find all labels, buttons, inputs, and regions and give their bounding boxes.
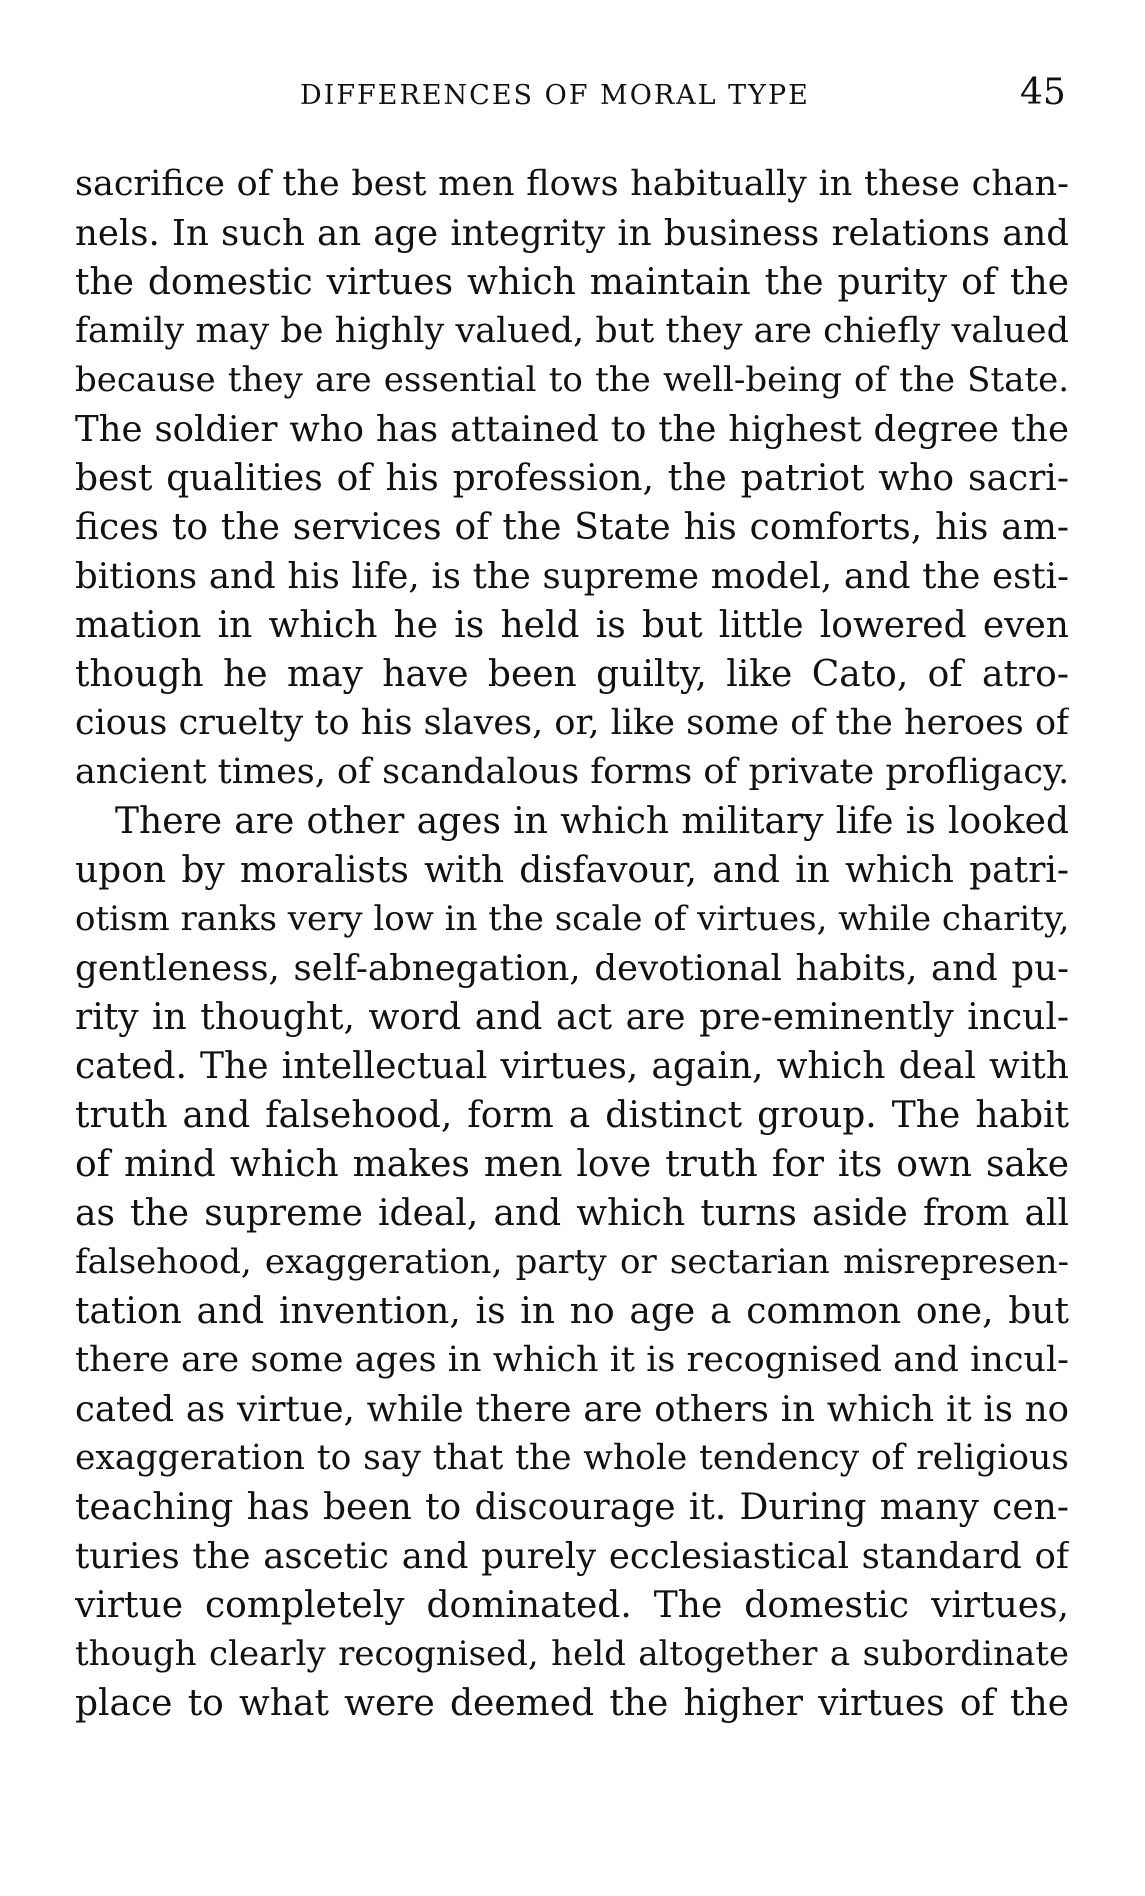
text-line: falsehood, exaggeration, party or sectarian misrepresen-	[75, 1242, 1069, 1282]
running-title: DIFFERENCES OF MORAL TYPE	[300, 80, 810, 111]
text-line: fices to the services of the State his comforts, his am-	[75, 507, 1069, 548]
text-line: gentleness, self-abnegation, devotional habits, and pu-	[75, 948, 1069, 989]
text-line: there are some ages in which it is recognised and incul-	[75, 1340, 1069, 1380]
text-line: family may be highly valued, but they are chiefly valued	[75, 311, 1069, 351]
text-line: virtue completely dominated. The domestic virtues,	[75, 1585, 1069, 1626]
paragraph-end-line: ancient times, of scandalous forms of private profligacy.	[75, 752, 1069, 792]
text-line: though he may have been guilty, like Cato, of atro-	[75, 654, 1069, 695]
text-line: sacrifice of the best men flows habitually in these chan-	[75, 164, 1069, 204]
text-line: mation in which he is held is but little lowered even	[75, 605, 1069, 646]
text-line: cious cruelty to his slaves, or, like some of the heroes of	[75, 703, 1069, 743]
text-line: cated. The intellectual virtues, again, which deal with	[75, 1046, 1069, 1087]
text-line: tation and invention, is in no age a common one, but	[75, 1291, 1069, 1332]
text-line: truth and falsehood, form a distinct group. The habit	[75, 1095, 1069, 1136]
text-line: nels. In such an age integrity in business relations and	[75, 213, 1069, 254]
text-line: because they are essential to the well-being of the State.	[75, 360, 1069, 400]
text-line: rity in thought, word and act are pre-eminently incul-	[75, 997, 1069, 1038]
running-head	[0, 70, 1145, 130]
text-line: The soldier who has attained to the highest degree the	[75, 409, 1069, 450]
text-line: otism ranks very low in the scale of virtues, while charity,	[75, 899, 1069, 939]
text-line: best qualities of his profession, the patriot who sacri-	[75, 458, 1069, 499]
text-line: though clearly recognised, held altogether a subordinate	[75, 1634, 1069, 1674]
text-line: of mind which makes men love truth for its own sake	[75, 1144, 1069, 1185]
page-number: 45	[1020, 72, 1066, 113]
text-line: teaching has been to discourage it. During many cen-	[75, 1487, 1069, 1528]
text-line: cated as virtue, while there are others in which it is no	[75, 1389, 1069, 1430]
text-line: place to what were deemed the higher virtues of the	[75, 1683, 1069, 1724]
text-line: exaggeration to say that the whole tendency of religious	[75, 1438, 1069, 1478]
text-line: the domestic virtues which maintain the purity of the	[75, 262, 1069, 303]
text-line: upon by moralists with disfavour, and in which patri-	[75, 850, 1069, 891]
text-line: turies the ascetic and purely ecclesiastical standard of	[75, 1536, 1069, 1577]
text-line: bitions and his life, is the supreme model, and the esti-	[75, 556, 1069, 597]
text-line: as the supreme ideal, and which turns aside from all	[75, 1193, 1069, 1234]
body-text	[75, 160, 1069, 1728]
paragraph-start-line: There are other ages in which military life is looked	[115, 801, 1069, 842]
